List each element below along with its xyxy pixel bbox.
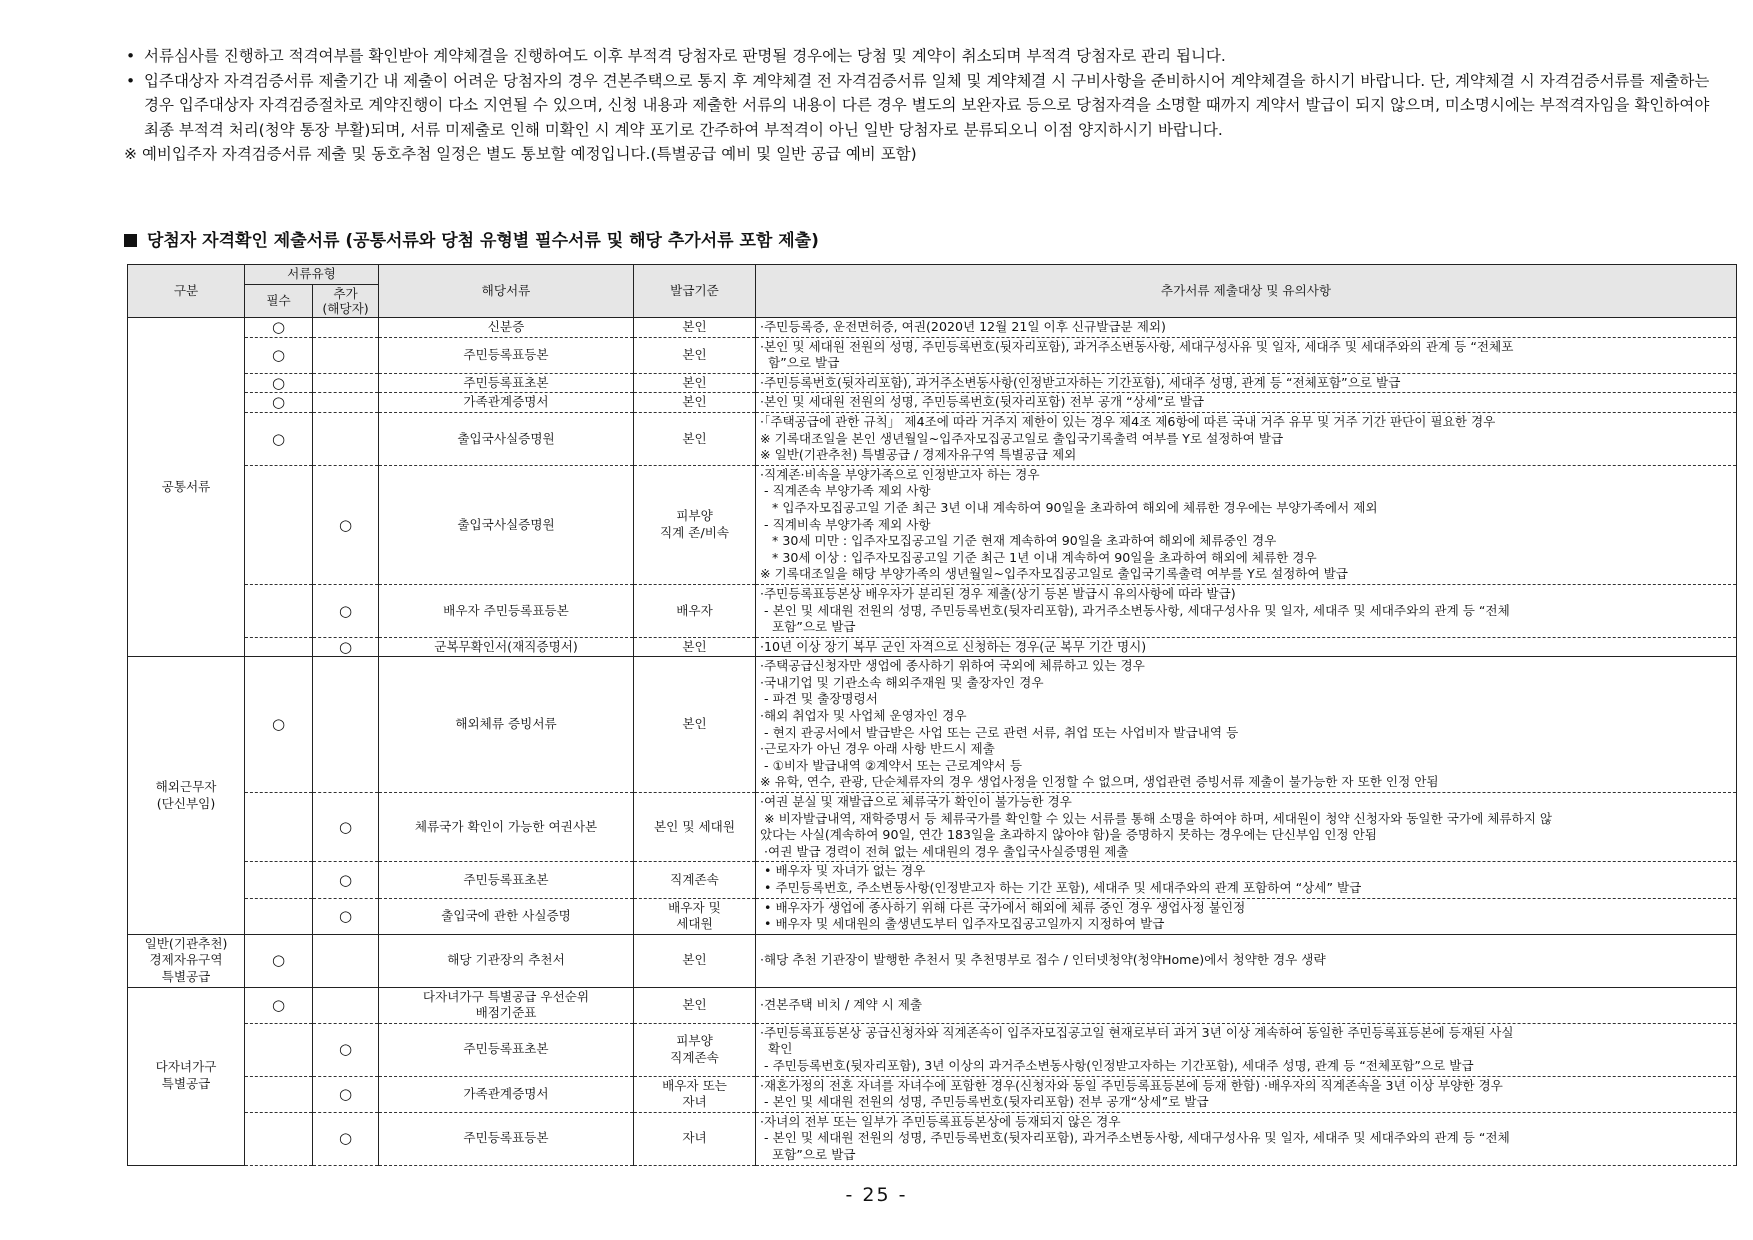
note-line: ·본인 및 세대원 전원의 성명, 주민등록번호(뒷자리포함), 과거주소변동사항, 세대구성사유 및 일자, 세대주 및 세대주와의 관계 등 “전체포 — [760, 338, 1514, 354]
header-additional: 추가 (해당자) — [313, 285, 379, 318]
table-body — [128, 318, 1737, 1166]
issue-basis: 본인 — [634, 637, 756, 657]
section-title — [124, 226, 819, 251]
note-line: 확인 — [760, 1041, 793, 1057]
note-line: - 직계비속 부양가족 제외 사항 — [760, 516, 931, 532]
additional-mark: ○ — [313, 793, 379, 862]
required-mark — [245, 584, 313, 637]
additional-mark — [313, 657, 379, 793]
note-line: ※ 유학, 연수, 관광, 단순체류자의 경우 생업사정을 인정할 수 없으며, 생업관련 증빙서류 제출이 불가능한 자 또한 인정 안됨 — [760, 774, 1439, 790]
required-mark: ○ — [245, 393, 313, 413]
document-name: 다자녀가구 특별공급 우선순위 배점기준표 — [379, 987, 634, 1023]
notes-cell — [756, 1112, 1737, 1165]
notice-item — [124, 44, 1714, 69]
note-line: • 주민등록번호, 주소변동사항(인정받고자 하는 기간 포함), 세대주 및 세대주와의 관계 포함하여 “상세” 발급 — [760, 880, 1362, 895]
required-mark — [245, 1076, 313, 1112]
note-line: ·주민등록표등본상 배우자가 분리된 경우 제출(상기 등본 발급시 유의사항에 따라 발급) — [760, 585, 1236, 601]
required-mark: ○ — [245, 934, 313, 987]
category-cell: 해외근무자 (단신부임) — [128, 657, 245, 935]
table-row — [128, 637, 1737, 657]
table-row — [128, 412, 1737, 465]
notes-cell — [756, 1023, 1737, 1076]
notes-cell — [756, 412, 1737, 465]
issue-basis: 본인 — [634, 657, 756, 793]
note-line: ·자녀의 전부 또는 일부가 주민등록표등본상에 등재되지 않은 경우 — [760, 1113, 1121, 1129]
table-row — [128, 1023, 1737, 1076]
bullet: • — [126, 47, 136, 65]
note-line: ·국내기업 및 기관소속 해외주재원 및 출장자인 경우 — [760, 674, 1044, 690]
section-title-text: 당첨자 자격확인 제출서류 (공통서류와 당첨 유형별 필수서류 및 해당 추가서류 포함 제출) — [147, 231, 819, 251]
document-name: 해외체류 증빙서류 — [379, 657, 634, 793]
required-mark: ○ — [245, 318, 313, 338]
category-cell: 다자녀가구 특별공급 — [128, 987, 245, 1165]
table-row — [128, 1076, 1737, 1112]
additional-mark — [313, 412, 379, 465]
note-line: ·주택공급신청자만 생업에 종사하기 위하여 국외에 체류하고 있는 경우 — [760, 658, 1145, 674]
note-line: ·주민등록증, 운전면허증, 여권(2020년 12월 21일 이후 신규발급분 제외) — [760, 319, 1166, 334]
required-documents-table — [127, 264, 1737, 1166]
notes-cell — [756, 934, 1737, 987]
additional-mark: ○ — [313, 1076, 379, 1112]
issue-basis: 본인 — [634, 987, 756, 1023]
document-name: 주민등록표등본 — [379, 1112, 634, 1165]
notice-text: 입주대상자 자격검증서류 제출기간 내 제출이 어려운 당첨자의 경우 견본주택으로 통지 후 계약체결 전 자격검증서류 일체 및 계약체결 시 구비사항을 준비하시어 계약체결을 하시기 바랍니다. 단, 계약체결 시 자격검증서류를 제출하는 경우 입주대상자 자격검증절차로 계약진행이 다소 지연될 수 있으며, 신청 내용과 제출한 서류의 내용이 다른 경우 별도의 보완자료 등으로 당첨자격을 소명할 때까지 계약서 발급이 되지 않으며, 미소명시에는 부적격자임을 확인하여야 최종 부적격 처리(청약 통장 부활)되며, 서류 미제출로 인해 미확인 시 계약 포기로 간주하여 부적격이 아닌 일반 당첨자로 분류되오니 이점 양지하시기 바랍니다. — [144, 71, 1710, 139]
required-mark: ○ — [245, 373, 313, 393]
note-line: 포함”으로 발급 — [760, 619, 856, 635]
note-line: ·여권 발급 경력이 전혀 없는 세대원의 경우 출입국사실증명원 제출 — [760, 843, 1129, 859]
note-line: ·근로자가 아닌 경우 아래 사항 반드시 제출 — [760, 741, 995, 757]
note-line: - 주민등록번호(뒷자리포함), 3년 이상의 과거주소변동사항(인정받고자하는 기간포함), 세대주 성명, 관계 등 “전체포함”으로 발급 — [760, 1057, 1474, 1073]
issue-basis: 본인 및 세대원 — [634, 793, 756, 862]
document-name: 출입국사실증명원 — [379, 465, 634, 584]
issue-basis: 본인 — [634, 318, 756, 338]
notice-item — [124, 69, 1714, 143]
required-mark — [245, 898, 313, 934]
additional-mark: ○ — [313, 584, 379, 637]
document-name: 주민등록표등본 — [379, 337, 634, 373]
document-name: 주민등록표초본 — [379, 373, 634, 393]
table-row — [128, 657, 1737, 793]
table-row — [128, 393, 1737, 413]
notes-cell — [756, 862, 1737, 898]
table-row — [128, 465, 1737, 584]
document-name: 주민등록표초본 — [379, 862, 634, 898]
header-notes: 추가서류 제출대상 및 유의사항 — [756, 265, 1737, 318]
document-name: 배우자 주민등록표등본 — [379, 584, 634, 637]
issue-basis: 배우자 또는 자녀 — [634, 1076, 756, 1112]
note-line: 함”으로 발급 — [760, 355, 840, 371]
notes-cell — [756, 337, 1737, 373]
bullet: • — [126, 71, 136, 90]
additional-mark: ○ — [313, 862, 379, 898]
note-line: ·직계존·비속을 부양가족으로 인정받고자 하는 경우 — [760, 466, 1040, 482]
issue-basis: 배우자 및 세대원 — [634, 898, 756, 934]
table-row — [128, 934, 1737, 987]
note-line: - 직계존속 부양가족 제외 사항 — [760, 483, 931, 499]
note-line: - 파견 및 출장명령서 — [760, 691, 878, 707]
notice-text: 서류심사를 진행하고 적격여부를 확인받아 계약체결을 진행하여도 이후 부적격 당첨자로 판명될 경우에는 당첨 및 계약이 취소되며 부적격 당첨자로 관리 됩니다. — [144, 47, 1226, 65]
notes-cell — [756, 373, 1737, 393]
note-line: 았다는 사실(계속하여 90일, 연간 183일을 초과하지 않아야 함)을 증명하지 못하는 경우에는 단신부임 인정 안됨 — [760, 827, 1377, 843]
reference-note — [124, 142, 1714, 167]
header-issue-basis: 발급기준 — [634, 265, 756, 318]
header-document: 해당서류 — [379, 265, 634, 318]
issue-basis: 피부양 직계 존/비속 — [634, 465, 756, 584]
required-mark — [245, 862, 313, 898]
issue-basis: 본인 — [634, 393, 756, 413]
note-line: • 배우자가 생업에 종사하기 위해 다른 국가에서 해외에 체류 중인 경우 생업사정 불인정 — [760, 899, 1246, 915]
table-row — [128, 898, 1737, 934]
document-name: 출입국사실증명원 — [379, 412, 634, 465]
note-line: - 본인 및 세대원 전원의 성명, 주민등록번호(뒷자리포함) 전부 공개“상세”로 발급 — [760, 1094, 1209, 1110]
required-mark: ○ — [245, 657, 313, 793]
additional-mark — [313, 318, 379, 338]
issue-basis: 본인 — [634, 412, 756, 465]
document-name: 가족관계증명서 — [379, 1076, 634, 1112]
additional-mark: ○ — [313, 637, 379, 657]
required-mark — [245, 1023, 313, 1076]
note-line: ·해당 추천 기관장이 발행한 추천서 및 추천명부로 접수 / 인터넷청약(청약Home)에서 청약한 경우 생략 — [760, 952, 1326, 968]
notes-cell — [756, 1076, 1737, 1112]
table-row — [128, 793, 1737, 862]
note-line: - 본인 및 세대원 전원의 성명, 주민등록번호(뒷자리포함), 과거주소변동사항, 세대구성사유 및 일자, 세대주 및 세대주와의 관계 등 “전체 — [760, 1130, 1510, 1146]
table-row — [128, 584, 1737, 637]
issue-basis: 본인 — [634, 934, 756, 987]
required-mark: ○ — [245, 412, 313, 465]
note-line: • 배우자 및 자녀가 없는 경우 — [760, 863, 926, 879]
category-cell: 일반(기관추천) 경제자유구역 특별공급 — [128, 934, 245, 987]
note-line: ※ 기록대조일을 본인 생년월일~입주자모집공고일로 출입국기록출력 여부를 Y로 설정하여 발급 — [760, 430, 1284, 446]
notes-cell — [756, 393, 1737, 413]
notes-cell — [756, 987, 1737, 1023]
note-line: ·여권 분실 및 재발급으로 체류국가 확인이 불가능한 경우 — [760, 794, 1072, 810]
notes-cell — [756, 318, 1737, 338]
additional-mark — [313, 934, 379, 987]
required-mark — [245, 637, 313, 657]
issue-basis: 피부양 직계존속 — [634, 1023, 756, 1076]
notes-cell — [756, 898, 1737, 934]
notes-cell — [756, 657, 1737, 793]
document-name: 주민등록표초본 — [379, 1023, 634, 1076]
additional-mark — [313, 337, 379, 373]
header-category: 구분 — [128, 265, 245, 318]
square-bullet-icon — [124, 234, 137, 247]
notes-cell — [756, 465, 1737, 584]
issue-basis: 배우자 — [634, 584, 756, 637]
additional-mark: ○ — [313, 1112, 379, 1165]
table-row — [128, 337, 1737, 373]
note-line: ·해외 취업자 및 사업체 운영자인 경우 — [760, 708, 967, 724]
required-mark — [245, 793, 313, 862]
document-name: 해당 기관장의 추천서 — [379, 934, 634, 987]
note-line: * 입주자모집공고일 기준 최근 3년 이내 계속하여 90일을 초과하여 해외에 체류한 경우에는 부양가족에서 제외 — [760, 499, 1378, 515]
header-doc-type: 서류유형 — [245, 265, 379, 285]
notes-cell — [756, 793, 1737, 862]
additional-mark: ○ — [313, 898, 379, 934]
note-line: ·「주택공급에 관한 규칙」 제4조에 따라 거주지 제한이 있는 경우 제4조 제6항에 따른 국내 거주 유무 및 거주 기간 판단이 필요한 경우 — [760, 413, 1496, 429]
note-line: ·재혼가정의 전혼 자녀를 자녀수에 포함한 경우(신청자와 동일 주민등록표등본에 등재 한함) ·배우자의 직계존속을 3년 이상 부양한 경우 — [760, 1077, 1503, 1093]
additional-mark — [313, 373, 379, 393]
additional-mark: ○ — [313, 1023, 379, 1076]
note-line: 포함”으로 발급 — [760, 1146, 856, 1162]
reference-mark: ※ — [124, 145, 137, 163]
note-line: - ①비자 발급내역 ②계약서 또는 근로계약서 등 — [760, 757, 1022, 773]
note-line: * 30세 미만 : 입주자모집공고일 기준 현재 계속하여 90일을 초과하여 해외에 체류중인 경우 — [760, 533, 1277, 549]
document-name: 출입국에 관한 사실증명 — [379, 898, 634, 934]
notes-cell — [756, 584, 1737, 637]
required-mark — [245, 465, 313, 584]
document-name: 체류국가 확인이 가능한 여권사본 — [379, 793, 634, 862]
required-mark: ○ — [245, 987, 313, 1023]
note-line: ·견본주택 비치 / 계약 시 제출 — [760, 996, 923, 1012]
note-line: * 30세 이상 : 입주자모집공고일 기준 최근 1년 이내 계속하여 90일을 초과하여 해외에 체류한 경우 — [760, 549, 1317, 565]
table-row — [128, 987, 1737, 1023]
note-line: • 배우자 및 세대원의 출생년도부터 입주자모집공고일까지 지정하여 발급 — [760, 916, 1165, 932]
notice-text: 예비입주자 자격검증서류 제출 및 동호추첨 일정은 별도 통보할 예정입니다.(특별공급 예비 및 일반 공급 예비 포함) — [141, 145, 917, 163]
required-mark — [245, 1112, 313, 1165]
issue-basis: 자녀 — [634, 1112, 756, 1165]
additional-mark: ○ — [313, 465, 379, 584]
document-name: 신분증 — [379, 318, 634, 338]
notice-list — [124, 44, 1714, 167]
notes-cell — [756, 637, 1737, 657]
note-line: ※ 비자발급내역, 재학증명서 등 체류국가를 확인할 수 있는 서류를 통해 소명을 하여야 하며, 세대원이 청약 신청자와 동일한 국가에 체류하지 않 — [760, 810, 1553, 826]
required-mark: ○ — [245, 337, 313, 373]
note-line: - 현지 관공서에서 발급받은 사업 또는 근로 관련 서류, 취업 또는 사업비자 발급내역 등 — [760, 724, 1239, 740]
header-required: 필수 — [245, 285, 313, 318]
page-number: - 25 - — [845, 1184, 908, 1206]
note-line: ※ 일반(기관추천) 특별공급 / 경제자유구역 특별공급 제외 — [760, 447, 1077, 463]
note-line: ·주민등록번호(뒷자리포함), 과거주소변동사항(인정받고자하는 기간포함), 세대주 성명, 관계 등 “전체포함”으로 발급 — [760, 374, 1401, 390]
document-name: 가족관계증명서 — [379, 393, 634, 413]
document-name: 군복무확인서(재직증명서) — [379, 637, 634, 657]
issue-basis: 본인 — [634, 337, 756, 373]
note-line: ·10년 이상 장기 복무 군인 자격으로 신청하는 경우(군 복무 기간 명시) — [760, 638, 1147, 654]
note-line: ·주민등록표등본상 공급신청자와 직계존속이 입주자모집공고일 현재로부터 과거 3년 이상 계속하여 동일한 주민등록표등본에 등재된 사실 — [760, 1024, 1514, 1040]
table-row — [128, 862, 1737, 898]
table-row — [128, 1112, 1737, 1165]
note-line: ·본인 및 세대원 전원의 성명, 주민등록번호(뒷자리포함) 전부 공개 “상세”로 발급 — [760, 394, 1205, 410]
note-line: ※ 기록대조일을 해당 부양가족의 생년월일~입주자모집공고일로 출입국기록출력 여부를 Y로 설정하여 발급 — [760, 566, 1348, 582]
category-cell: 공통서류 — [128, 318, 245, 657]
note-line: - 본인 및 세대원 전원의 성명, 주민등록번호(뒷자리포함), 과거주소변동사항, 세대구성사유 및 일자, 세대주 및 세대주와의 관계 등 “전체 — [760, 602, 1510, 618]
issue-basis: 본인 — [634, 373, 756, 393]
table-row — [128, 373, 1737, 393]
additional-mark — [313, 393, 379, 413]
table-row — [128, 318, 1737, 338]
additional-mark — [313, 987, 379, 1023]
issue-basis: 직계존속 — [634, 862, 756, 898]
